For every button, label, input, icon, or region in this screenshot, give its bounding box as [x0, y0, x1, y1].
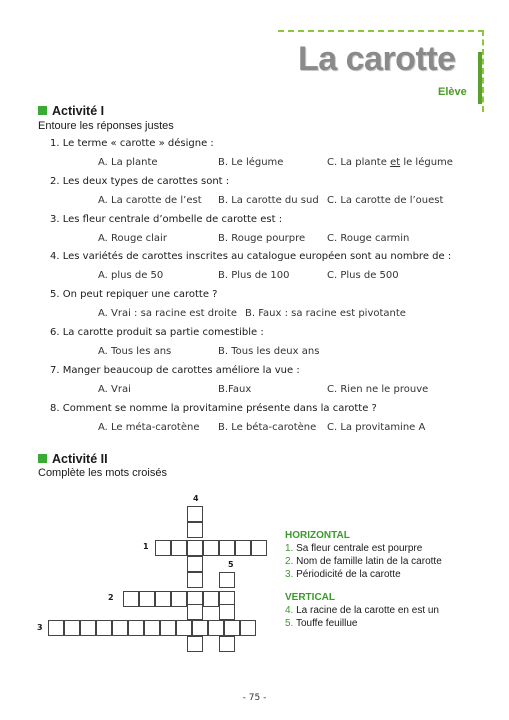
- crossword-number: 1: [143, 542, 149, 551]
- green-square-icon: [38, 454, 47, 463]
- activity1-title: Activité I: [52, 104, 105, 118]
- answer-option[interactable]: C. Rien ne le prouve: [327, 384, 429, 395]
- answer-option[interactable]: B. Faux : sa racine est pivotante: [245, 308, 406, 319]
- answer-option[interactable]: [327, 157, 453, 168]
- crossword-cell[interactable]: [176, 620, 192, 636]
- answer-option[interactable]: B. Le béta-carotène: [218, 422, 317, 433]
- answer-option[interactable]: B. Tous les deux ans: [218, 346, 320, 357]
- crossword-cell[interactable]: [139, 591, 155, 607]
- page-number: - 75 -: [242, 693, 267, 703]
- activity1-heading: [38, 104, 104, 118]
- question-text: 4. Les variétés de carottes inscrites au catalogue européen sont au nombre de :: [50, 251, 452, 262]
- option-text-part: le légume: [400, 157, 453, 168]
- option-text-part: C. La plante: [327, 157, 391, 168]
- crossword-cell[interactable]: [187, 604, 203, 620]
- option-text-part: et: [390, 157, 401, 168]
- crossword-cell[interactable]: [160, 620, 176, 636]
- crossword-cell[interactable]: [219, 604, 235, 620]
- crossword-cell[interactable]: [219, 572, 235, 588]
- green-square-icon: [38, 106, 47, 115]
- crossword-cell[interactable]: [208, 620, 224, 636]
- page-subtitle: Elève: [438, 86, 467, 98]
- crossword-cell[interactable]: [171, 591, 187, 607]
- answer-option[interactable]: C. Plus de 500: [327, 270, 399, 281]
- crossword-cell[interactable]: [224, 620, 240, 636]
- crossword-number: 2: [108, 593, 114, 602]
- answer-option[interactable]: A. Vrai : sa racine est droite: [98, 308, 237, 319]
- crossword-cell[interactable]: [251, 540, 267, 556]
- page-title: La carotte: [298, 40, 456, 78]
- answer-option[interactable]: B. Le légume: [218, 157, 284, 168]
- answer-option[interactable]: B.Faux: [218, 384, 252, 395]
- crossword-number: 4: [193, 494, 199, 503]
- title-accent-bar: [478, 52, 482, 104]
- crossword-cell[interactable]: [187, 572, 203, 588]
- activity1-intro: Entoure les réponses justes: [38, 120, 174, 132]
- horizontal-heading: HORIZONTAL: [285, 530, 350, 541]
- answer-option[interactable]: B. La carotte du sud: [218, 195, 319, 206]
- crossword-cell[interactable]: [128, 620, 144, 636]
- answer-option[interactable]: B. Rouge pourpre: [218, 233, 306, 244]
- crossword-cell[interactable]: [96, 620, 112, 636]
- crossword-cell[interactable]: [171, 540, 187, 556]
- crossword-number: 5: [228, 560, 234, 569]
- crossword-cell[interactable]: [64, 620, 80, 636]
- crossword-cell[interactable]: [187, 506, 203, 522]
- crossword-cell[interactable]: [144, 620, 160, 636]
- horizontal-clue: 3. Périodicité de la carotte: [285, 569, 401, 580]
- answer-option[interactable]: A. Vrai: [98, 384, 131, 395]
- crossword-cell[interactable]: [203, 540, 219, 556]
- answer-option[interactable]: C. La carotte de l’ouest: [327, 195, 444, 206]
- crossword-cell[interactable]: [192, 620, 208, 636]
- crossword-cell[interactable]: [187, 522, 203, 538]
- horizontal-clue: 1. Sa fleur centrale est pourpre: [285, 543, 423, 554]
- vertical-clue: 5. Touffe feuillue: [285, 618, 358, 629]
- crossword-cell[interactable]: [219, 540, 235, 556]
- activity2-heading: [38, 452, 108, 466]
- question-text: 2. Les deux types de carottes sont :: [50, 176, 230, 187]
- answer-option[interactable]: A. La plante: [98, 157, 158, 168]
- crossword-cell[interactable]: [123, 591, 139, 607]
- crossword-cell[interactable]: [112, 620, 128, 636]
- question-text: 1. Le terme « carotte » désigne :: [50, 138, 214, 149]
- crossword-cell[interactable]: [235, 540, 251, 556]
- crossword-cell[interactable]: [187, 540, 203, 556]
- crossword-cell[interactable]: [48, 620, 64, 636]
- answer-option[interactable]: A. Tous les ans: [98, 346, 172, 357]
- question-text: 6. La carotte produit sa partie comestible :: [50, 327, 264, 338]
- crossword-cell[interactable]: [203, 591, 219, 607]
- activity2-title: Activité II: [52, 452, 108, 466]
- crossword-cell[interactable]: [219, 636, 235, 652]
- answer-option[interactable]: A. La carotte de l’est: [98, 195, 202, 206]
- horizontal-clue: 2. Nom de famille latin de la carotte: [285, 556, 442, 567]
- question-text: 8. Comment se nomme la provitamine présente dans la carotte ?: [50, 403, 377, 414]
- question-text: 3. Les fleur centrale d’ombelle de carotte est :: [50, 214, 283, 225]
- crossword-cell[interactable]: [155, 540, 171, 556]
- answer-option[interactable]: A. Rouge clair: [98, 233, 167, 244]
- question-text: 7. Manger beaucoup de carottes améliore la vue :: [50, 365, 300, 376]
- activity2-intro: Complète les mots croisés: [38, 467, 167, 479]
- answer-option[interactable]: C. Rouge carmin: [327, 233, 410, 244]
- answer-option[interactable]: A. Le méta-carotène: [98, 422, 200, 433]
- answer-option[interactable]: C. La provitamine A: [327, 422, 426, 433]
- answer-option[interactable]: B. Plus de 100: [218, 270, 290, 281]
- crossword-cell[interactable]: [187, 636, 203, 652]
- crossword-cell[interactable]: [155, 591, 171, 607]
- question-text: 5. On peut repiquer une carotte ?: [50, 289, 218, 300]
- vertical-clue: 4. La racine de la carotte en est un: [285, 605, 439, 616]
- crossword-number: 3: [37, 623, 43, 632]
- crossword-cell[interactable]: [187, 556, 203, 572]
- vertical-heading: VERTICAL: [285, 592, 335, 603]
- answer-option[interactable]: A. plus de 50: [98, 270, 164, 281]
- crossword-cell[interactable]: [80, 620, 96, 636]
- crossword-cell[interactable]: [240, 620, 256, 636]
